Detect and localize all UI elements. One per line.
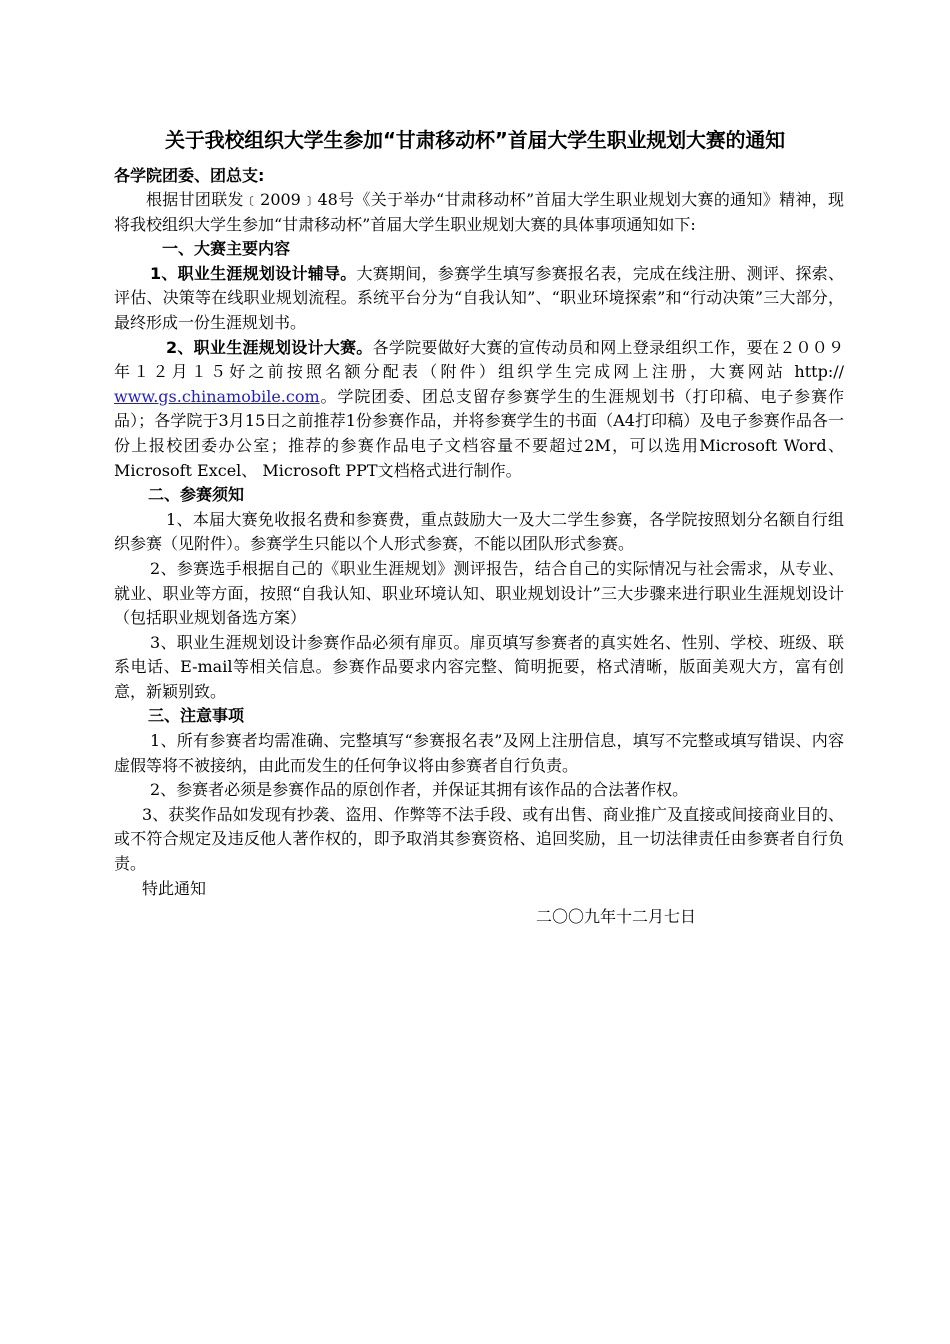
intro-paragraph: 根据甘团联发﹝2009﹞48号《关于举办“甘肃移动杯”首届大学生职业规划大赛的通知》精神，现将我校组织大学生参加“甘肃移动杯”首届大学生职业规划大赛的具体事项通知如下: <box>114 190 844 234</box>
section1-item1-lead: 1、职业生涯规划设计辅导。 <box>150 263 357 283</box>
closing-text: 特此通知 <box>142 878 207 898</box>
salutation: 各学院团委、团总支: <box>114 166 265 185</box>
document-page <box>114 122 844 930</box>
section1-item2 <box>114 336 844 484</box>
section1-item1 <box>114 262 844 336</box>
section1-item2-lead: 2、职业生涯规划设计大赛。 <box>166 337 373 357</box>
section1-item2-body-a: 各学院要做好大赛的宣传动员和网上登录组织工作，要在２００９年１２月１５好之前按照名额分配表（附件）组织学生完成网上注册，大赛网站 http:// <box>114 337 844 382</box>
section1-heading: 一、大赛主要内容 <box>162 239 291 259</box>
document-date: 二〇〇九年十二月七日 <box>536 907 697 927</box>
section2-item2: 2、参赛选手根据自己的《职业生涯规划》测评报告，结合自己的实际情况与社会需求，从专业、就业、职业等方面，按照“自我认知、职业环境认知、职业规划设计”三大步骤来进行职业生涯规划设计（包括职业规划备选方案） <box>114 558 844 628</box>
section3-heading: 三、注意事项 <box>148 706 245 726</box>
section3-item2: 2、参赛者必须是参赛作品的原创作者，并保证其拥有该作品的合法著作权。 <box>150 780 689 800</box>
section2-item1: 1、本届大赛免收报名费和参赛费，重点鼓励大一及大二学生参赛，各学院按照划分名额自行组织参赛（见附件）。参赛学生只能以个人形式参赛，不能以团队形式参赛。 <box>114 509 844 554</box>
section1-item1-body: 大赛期间，参赛学生填写参赛报名表，完成在线注册、测评、探索、评估、决策等在线职业规划流程。系统平台分为“自我认知”、“职业环境探索”和“行动决策”三大部分，最终形成一份生涯规划书。 <box>114 263 844 332</box>
document-title: 关于我校组织大学生参加“甘肃移动杯”首届大学生职业规划大赛的通知 <box>165 128 785 152</box>
section2-heading: 二、参赛须知 <box>148 485 245 505</box>
contest-website-link[interactable]: www.gs.chinamobile.com <box>114 386 320 406</box>
section3-item1: 1、所有参赛者均需准确、完整填写“参赛报名表”及网上注册信息，填写不完整或填写错误、内容虚假等将不被接纳，由此而发生的任何争议将由参赛者自行负责。 <box>114 731 844 775</box>
section3-item3: 3、获奖作品如发现有抄袭、盗用、作弊等不法手段、或有出售、商业推广及直接或间接商业目的、或不符合规定及违反他人著作权的，即予取消其参赛资格、追回奖励，且一切法律责任由参赛者自行负责。 <box>114 804 844 874</box>
section1-item2-body-b: 。学院团委、团总支留存参赛学生的生涯规划书（打印稿、电子参赛作品）；各学院于3月15日之前推荐1份参赛作品，并将参赛学生的书面（A4打印稿）及电子参赛作品各一份上报校团委办公室；推荐的参赛作品电子文档容量不要超过2M，可以选用Microsoft Word、 Microsoft Excel、 Microsoft PPT文档格式进行制作。 <box>114 386 844 480</box>
section2-item3: 3、职业生涯规划设计参赛作品必须有扉页。扉页填写参赛者的真实姓名、性别、学校、班级、联系电话、E-mail等相关信息。参赛作品要求内容完整、简明扼要，格式清晰，版面美观大方，富有创意，新颖别致。 <box>114 632 844 701</box>
